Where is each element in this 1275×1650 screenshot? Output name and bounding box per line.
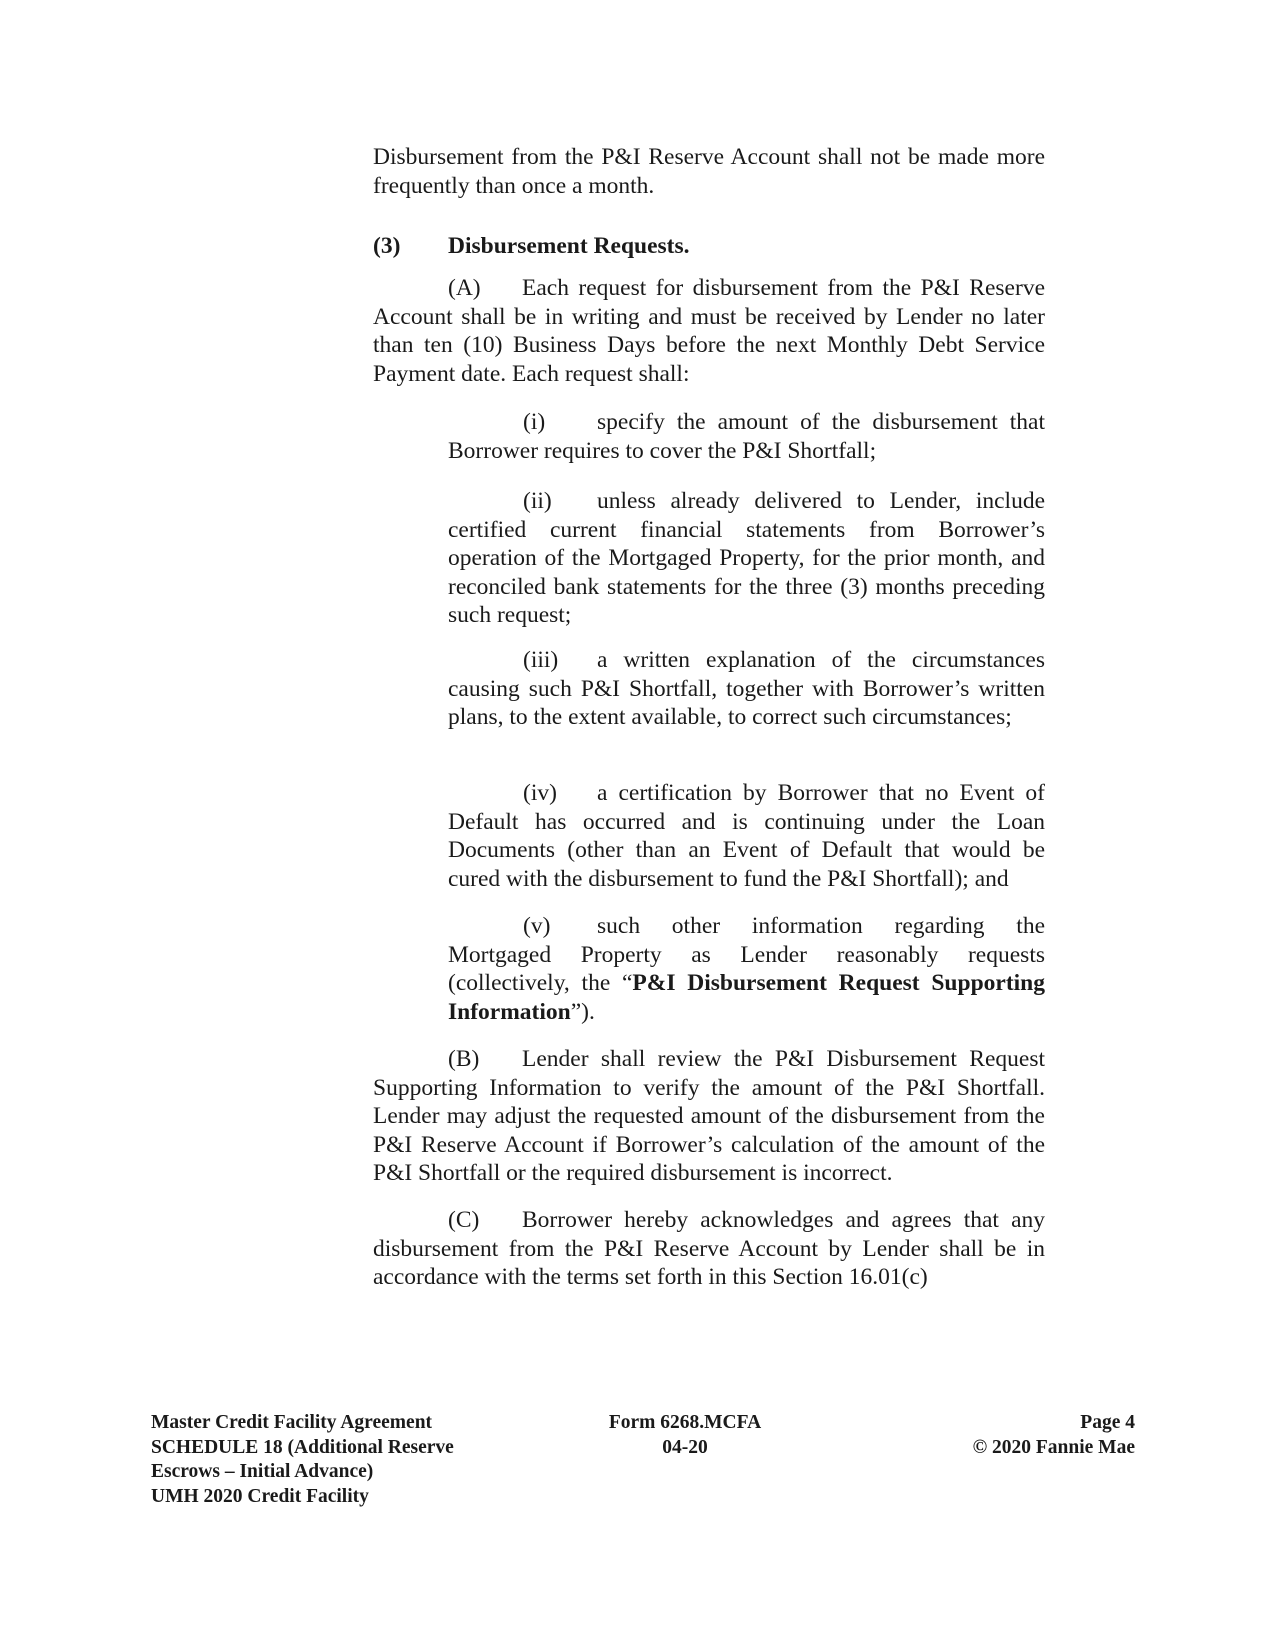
footer-page-info xyxy=(900,1411,1135,1460)
item-v-text-before: such other information regarding the Mortgaged Property as Lender reasonably requests (collectively, the “ xyxy=(448,913,1045,997)
item-ii-label: (ii) xyxy=(523,488,552,514)
footer-copyright: © 2020 Fannie Mae xyxy=(972,1436,1135,1458)
paragraph-c-label: (C) xyxy=(448,1207,480,1233)
footer-document-title xyxy=(151,1411,511,1509)
item-v-text-after: ”). xyxy=(570,998,595,1025)
item-iv-label: (iv) xyxy=(523,780,557,806)
paragraph-a-text: Each request for disbursement from the P&I Reserve Account shall be in writing and must be received by Lender no later than ten (10) Business Days before the next Monthly Debt Service Payment date. Each request shall: xyxy=(373,275,1045,387)
heading-title: Disbursement Requests. xyxy=(448,233,690,259)
item-ii xyxy=(448,487,1045,630)
item-iv-text: a certification by Borrower that no Event of Default has occurred and is continuing under the Loan Documents (other than an Event of Default that would be cured with the disbursement to fund the P&I Shortfall); and xyxy=(448,780,1045,892)
footer-left-line1: Master Credit Facility Agreement xyxy=(151,1412,433,1433)
defined-term: P&I Disbursement Request Supporting Information xyxy=(448,970,1045,1025)
paragraph-b-label: (B) xyxy=(448,1046,480,1072)
footer-left-line3: Escrows – Initial Advance) xyxy=(151,1461,374,1482)
item-iii xyxy=(448,646,1045,732)
footer-form-date: 04-20 xyxy=(662,1436,708,1458)
item-v xyxy=(448,912,1045,1026)
paragraph-c xyxy=(373,1206,1045,1292)
continuation-text: Disbursement from the P&I Reserve Account shall not be made more frequently than once a month. xyxy=(373,144,1045,199)
paragraph-a xyxy=(373,274,1045,388)
paragraph-b xyxy=(373,1045,1045,1188)
paragraph-a-label: (A) xyxy=(448,275,481,301)
item-ii-text: unless already delivered to Lender, include certified current financial statements from Borrower’s operation of the Mortgaged Property, for the prior month, and reconciled bank statements for the three (3) months preceding such request; xyxy=(448,488,1045,629)
item-iv xyxy=(448,779,1045,893)
item-iii-label: (iii) xyxy=(523,647,559,673)
footer-page-number: Page 4 xyxy=(1080,1412,1135,1433)
footer-left-line4: UMH 2020 Credit Facility xyxy=(151,1485,369,1507)
item-i-text: specify the amount of the disbursement that Borrower requires to cover the P&I Shortfall; xyxy=(448,409,1045,464)
footer-form-number: Form 6268.MCFA xyxy=(608,1412,762,1433)
item-v-label: (v) xyxy=(523,913,551,939)
section-heading xyxy=(373,233,690,260)
paragraph-b-text: Lender shall review the P&I Disbursement Request Supporting Information to verify the amount of the P&I Shortfall. Lender may adjust the requested amount of the disbursement from the P&I Reserve Account if Borrower’s calculation of the amount of the P&I Shortfall or the required disbursement is incorrect. xyxy=(373,1046,1045,1187)
heading-number: (3) xyxy=(373,233,401,259)
paragraph-c-text: Borrower hereby acknowledges and agrees that any disbursement from the P&I Reserve Account by Lender shall be in accordance with the terms set forth in this Section 16.01(c) xyxy=(373,1207,1045,1291)
footer-left-line2: SCHEDULE 18 (Additional Reserve xyxy=(151,1436,454,1458)
item-iii-text: a written explanation of the circumstances causing such P&I Shortfall, together with Borrower’s written plans, to the extent available, to correct such circumstances; xyxy=(448,647,1045,731)
item-i xyxy=(448,408,1045,465)
continuation-paragraph xyxy=(373,143,1045,200)
footer-form-info xyxy=(560,1411,810,1460)
item-i-label: (i) xyxy=(523,409,546,435)
